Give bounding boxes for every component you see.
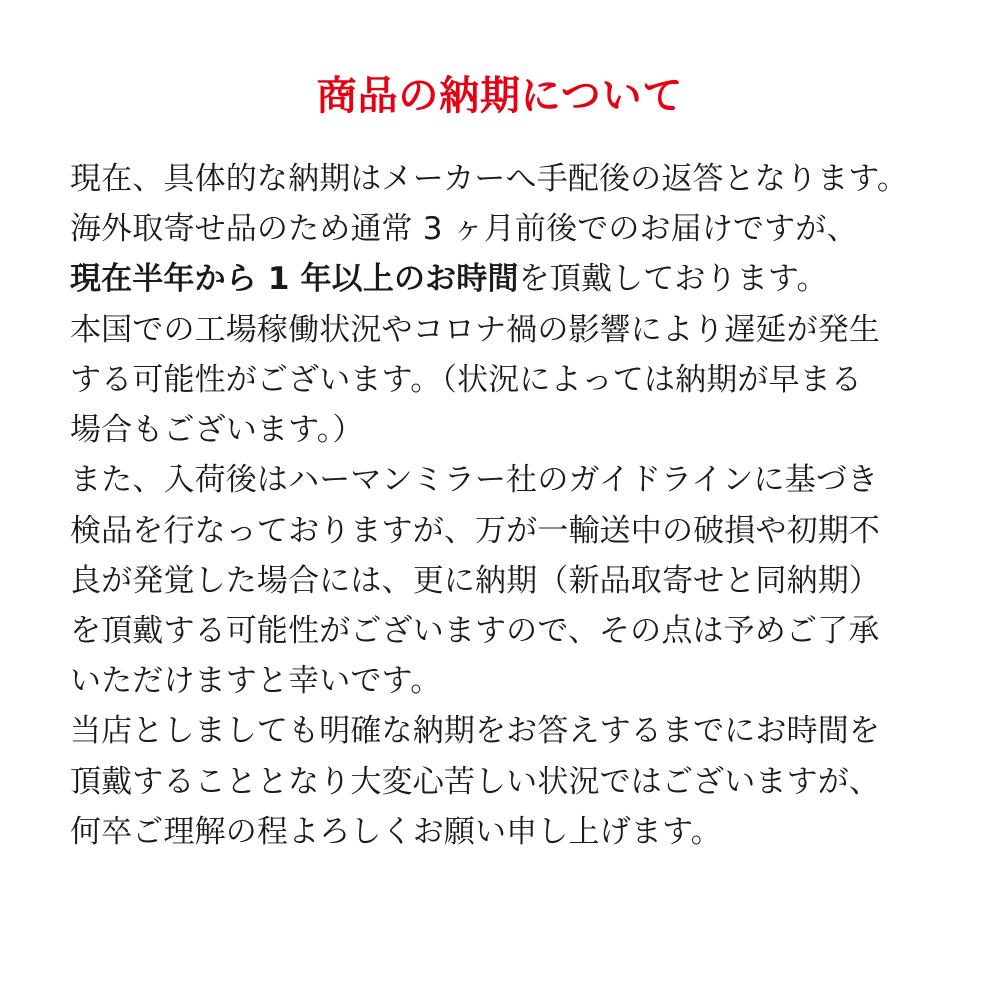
notice-body (70, 154, 930, 857)
notice-text: 検品を行なっておりますが、万が一輸送中の破損や初期不 (70, 512, 881, 549)
notice-paragraph (70, 455, 930, 706)
notice-text: 何卒ご理解の程よろしくお願い申し上げます。 (70, 813, 722, 850)
page-title: 商品の納期について (316, 73, 684, 119)
notice-text: 頂戴することとなり大変心苦しい状況ではございますが、 (70, 763, 881, 800)
notice-line (70, 204, 930, 254)
notice-text: いただけますと幸いです。 (70, 663, 442, 700)
notice-line (70, 606, 930, 656)
notice-line (70, 506, 930, 556)
notice-line (70, 305, 930, 355)
notice-line (70, 656, 930, 706)
notice-line (70, 757, 930, 807)
notice-text: 場合もございます。） (70, 412, 364, 449)
notice-line (70, 154, 930, 204)
notice-text: また、入荷後はハーマンミラー社のガイドラインに基づき (70, 462, 879, 499)
notice-line (70, 706, 930, 756)
notice-line (70, 355, 930, 405)
notice-emphasis-text: 現在半年から 1 年以上のお時間 (70, 261, 519, 298)
notice-text: 当店としましても明確な納期をお答えするまでにお時間を (70, 713, 881, 750)
notice-text: 良が発覚した場合には、更に納期（新品取寄せと同納期） (70, 562, 881, 599)
notice-text: 海外取寄せ品のため通常 3 ヶ月前後でのお届けですが、 (70, 211, 858, 248)
notice-text: する可能性がございます。（状況によっては納期が早まる (70, 361, 863, 398)
notice-line (70, 455, 930, 505)
notice-text: を頂戴する可能性がございますので、その点は予めご了承 (70, 612, 880, 649)
notice-text: を頂戴しております。 (518, 261, 828, 298)
notice-line (70, 405, 930, 455)
notice-paragraph (70, 305, 930, 456)
notice-paragraph (70, 706, 930, 857)
notice-line (70, 254, 930, 304)
notice-text: 本国での工場稼働状況やコロナ禍の影響により遅延が発生 (70, 311, 881, 348)
notice-line (70, 807, 930, 857)
notice-paragraph (70, 154, 930, 305)
notice-line (70, 556, 930, 606)
notice-text: 現在、具体的な納期はメーカーへ手配後の返答となります。 (70, 161, 909, 197)
